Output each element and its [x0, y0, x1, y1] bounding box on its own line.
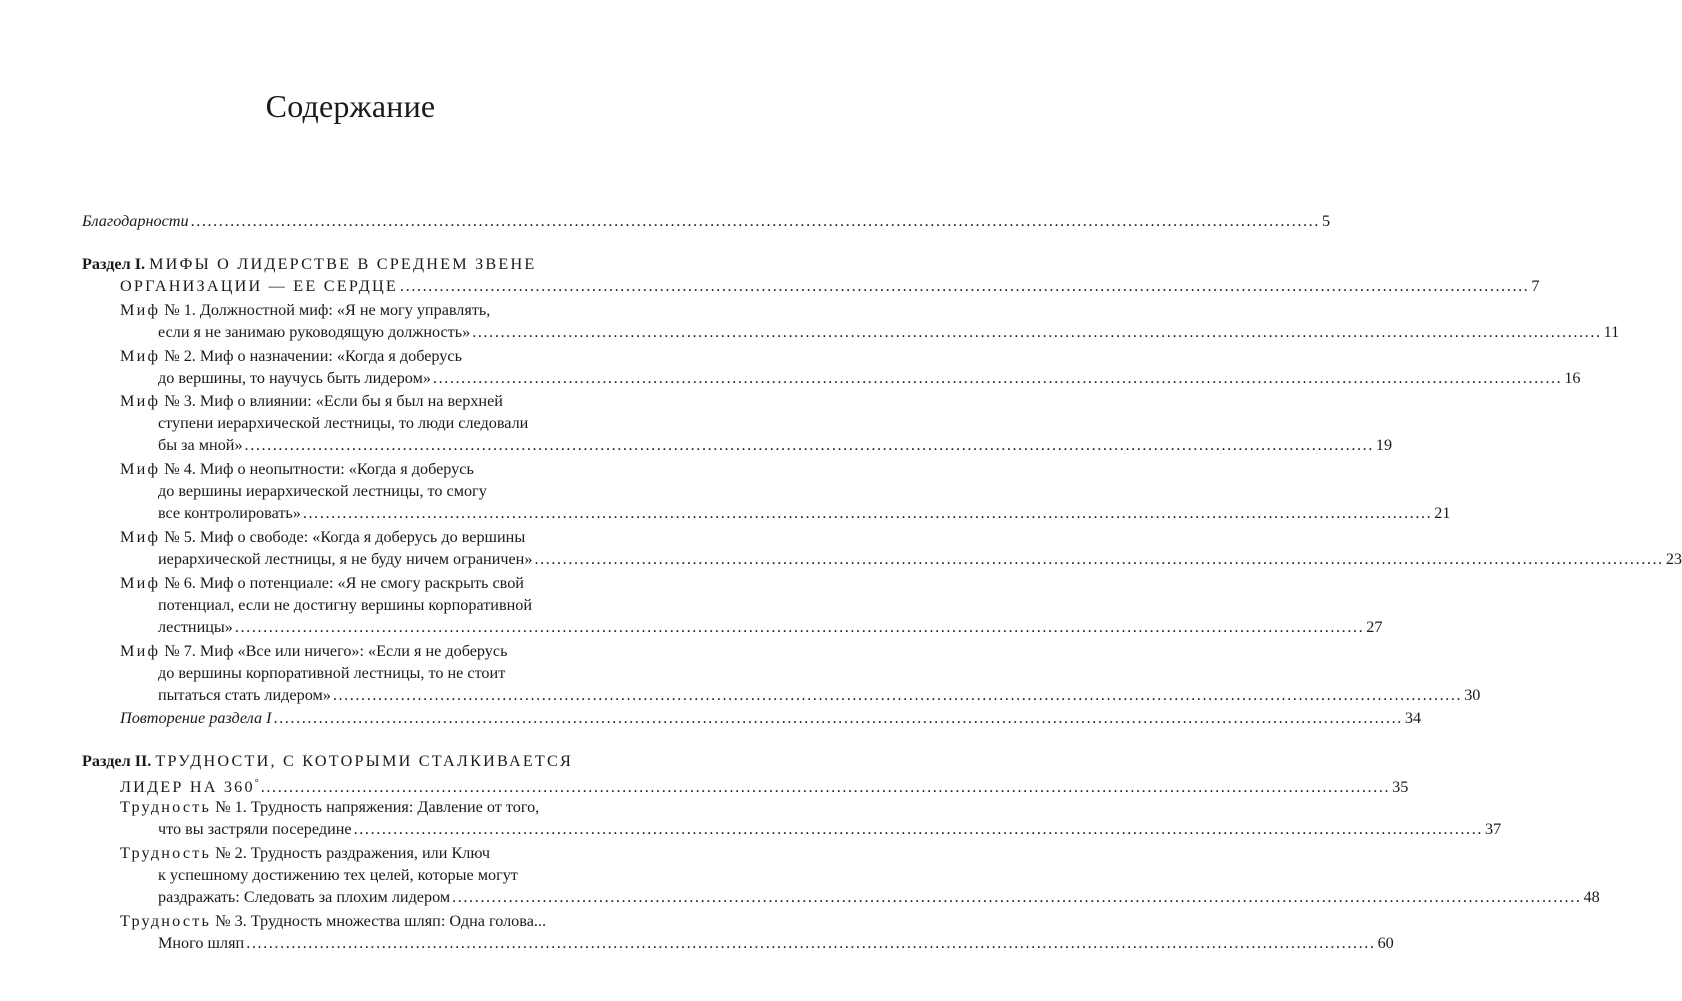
toc-entry-text: Благодарности — [82, 212, 189, 230]
toc-entry-difficulty-2[interactable] — [120, 842, 490, 864]
toc-entry-myth-3-cont — [158, 412, 528, 434]
page-number: 16 — [1564, 369, 1581, 387]
entry-text-line: пытаться стать лидером» — [158, 686, 331, 704]
entry-text-line: если я не занимаю руководящую должность» — [158, 323, 471, 341]
toc-entry-difficulty-1-cont — [158, 818, 1502, 840]
toc-entry-myth-7[interactable] — [120, 640, 507, 662]
dot-leader: ........................................................................................................................................................................................................ — [400, 277, 1530, 295]
entry-prefix: Миф — [120, 347, 161, 365]
toc-entry-difficulty-2-cont — [158, 864, 518, 886]
toc-entry-myth-6[interactable] — [120, 572, 524, 594]
dot-leader: ........................................................................................................................................................................................................ — [246, 934, 1376, 952]
page-number: 30 — [1464, 686, 1481, 704]
entry-text-line: Много шляп — [158, 934, 245, 952]
entry-text-line: лестницы» — [158, 618, 233, 636]
entry-text-line: что вы застряли посередине — [158, 820, 352, 838]
toc-entry-difficulty-1[interactable] — [120, 796, 539, 818]
dot-leader: ........................................................................................................................................................................................................ — [244, 436, 1374, 454]
dot-leader: ........................................................................................................................................................................................................ — [353, 820, 1483, 838]
dot-leader: ........................................................................................................................................................................................................ — [273, 709, 1403, 727]
degree-sign: ° — [254, 778, 259, 789]
toc-entry-myth-2[interactable] — [120, 345, 462, 367]
toc-entry-difficulty-3-cont — [158, 932, 1394, 954]
entry-text-line: № 3. Миф о влиянии: «Если бы я был на верхней — [164, 392, 503, 410]
toc-entry-myth-1-cont — [158, 321, 1620, 343]
section-1-heading[interactable] — [82, 253, 536, 275]
entry-prefix: Трудность — [120, 844, 212, 862]
entry-prefix: Трудность — [120, 912, 212, 930]
entry-prefix: Трудность — [120, 798, 212, 816]
page-number: 35 — [1392, 778, 1409, 796]
entry-prefix: Миф — [120, 460, 161, 478]
page-number: 19 — [1375, 436, 1393, 454]
dot-leader: ........................................................................................................................................................................................................ — [302, 504, 1433, 522]
dot-leader: ........................................................................................................................................................................................................ — [190, 212, 1320, 230]
page-number: 11 — [1603, 323, 1620, 341]
dot-leader: ........................................................................................................................................................................................................ — [452, 888, 1582, 906]
toc-entry-myth-1[interactable] — [120, 299, 490, 321]
dot-leader: ........................................................................................................................................................................................................ — [534, 550, 1664, 568]
toc-entry-difficulty-3[interactable] — [120, 910, 546, 932]
entry-text-line: бы за мной» — [158, 436, 243, 454]
toc-entry-myth-7-cont — [158, 662, 505, 684]
toc-entry-myth-3[interactable] — [120, 390, 503, 412]
entry-text-line: ступени иерархической лестницы, то люди следовали — [158, 414, 529, 432]
entry-text-line: № 2. Миф о назначении: «Когда я доберусь — [164, 347, 462, 365]
dot-leader: ........................................................................................................................................................................................................ — [332, 686, 1463, 704]
entry-text-line: иерархической лестницы, я не буду ничем ограничен» — [158, 550, 533, 568]
entry-text-line: раздражать: Следовать за плохим лидером — [158, 888, 451, 906]
entry-prefix: Миф — [120, 392, 161, 410]
dot-leader: ........................................................................................................................................................................................................ — [432, 369, 1563, 387]
entry-text-line: до вершины, то научусь быть лидером» — [158, 369, 431, 387]
page-number: 48 — [1583, 888, 1600, 906]
toc-entry-myth-6-cont — [158, 594, 532, 616]
entry-text-line: все контролировать» — [158, 504, 301, 522]
toc-entry-myth-4-cont2 — [158, 502, 1451, 524]
page-title: Содержание — [265, 88, 436, 124]
entry-text-line: до вершины корпоративной лестницы, то не стоит — [158, 664, 506, 682]
toc-entry-myth-5[interactable] — [120, 526, 525, 548]
entry-text: Повторение раздела I — [120, 709, 272, 727]
dot-leader: ........................................................................................................................................................................................................ — [260, 778, 1391, 796]
entry-text-line: № 3. Трудность множества шляп: Одна голова... — [215, 912, 547, 930]
entry-prefix: Миф — [120, 642, 161, 660]
toc-entry-myth-6-cont2 — [158, 616, 1383, 638]
toc-entry-myth-2-cont — [158, 367, 1581, 389]
page-number: 60 — [1377, 934, 1394, 952]
entry-text-line: до вершины иерархической лестницы, то смогу — [158, 482, 487, 500]
entry-text-line: № 7. Миф «Все или ничего»: «Если я не доберусь — [164, 642, 508, 660]
toc-entry-myth-7-cont2 — [158, 684, 1481, 706]
page-number: 34 — [1404, 709, 1422, 727]
page-number: 37 — [1485, 820, 1502, 838]
section-label: Раздел I. — [82, 255, 146, 273]
section-title-line: МИФЫ О ЛИДЕРСТВЕ В СРЕДНЕМ ЗВЕНЕ — [149, 255, 537, 273]
entry-prefix: Миф — [120, 528, 161, 546]
section-title-line: ТРУДНОСТИ, С КОТОРЫМИ СТАЛКИВАЕТСЯ — [155, 752, 574, 770]
toc-entry-myth-4[interactable] — [120, 458, 474, 480]
entry-text-line: № 1. Должностной миф: «Я не могу управлять, — [164, 301, 491, 319]
page-number: 23 — [1665, 550, 1682, 568]
toc-entry-difficulty-2-cont2 — [158, 886, 1600, 908]
page-number: 21 — [1434, 504, 1451, 522]
entry-text-line: № 6. Миф о потенциале: «Я не смогу раскрыть свой — [164, 574, 524, 592]
entry-text-line: № 2. Трудность раздражения, или Ключ — [215, 844, 490, 862]
section-2-heading[interactable] — [82, 750, 573, 772]
dot-leader: ........................................................................................................................................................................................................ — [234, 618, 1365, 636]
toc-entry-myth-3-cont2 — [158, 434, 1393, 456]
toc-entry-review-1[interactable] — [120, 707, 1422, 729]
section-2-heading-cont — [120, 773, 1409, 796]
entry-text-line: № 1. Трудность напряжения: Давление от того, — [215, 798, 540, 816]
dot-leader: ........................................................................................................................................................................................................ — [472, 323, 1602, 341]
entry-text-line: потенциал, если не достигну вершины корпоративной — [158, 596, 533, 614]
section-title-line: ОРГАНИЗАЦИИ — ЕЕ СЕРДЦЕ — [120, 277, 399, 295]
toc-entry-myth-5-cont — [158, 548, 1682, 570]
entry-text-line: к успешному достижению тех целей, которые могут — [158, 866, 518, 884]
toc-entry-acknowledgements[interactable] — [82, 210, 1331, 232]
page-number: 7 — [1531, 277, 1540, 295]
entry-prefix: Миф — [120, 301, 161, 319]
toc-entry-myth-4-cont — [158, 480, 487, 502]
section-label: Раздел II. — [82, 752, 152, 770]
entry-prefix: Миф — [120, 574, 161, 592]
entry-text-line: № 4. Миф о неопытности: «Когда я доберусь — [164, 460, 474, 478]
entry-text-line: № 5. Миф о свободе: «Когда я доберусь до вершины — [164, 528, 526, 546]
section-title-line: ЛИДЕР НА 360 — [120, 778, 255, 796]
section-1-heading-cont — [120, 275, 1540, 297]
page-number: 27 — [1366, 618, 1383, 636]
page-number: 5 — [1321, 212, 1331, 230]
